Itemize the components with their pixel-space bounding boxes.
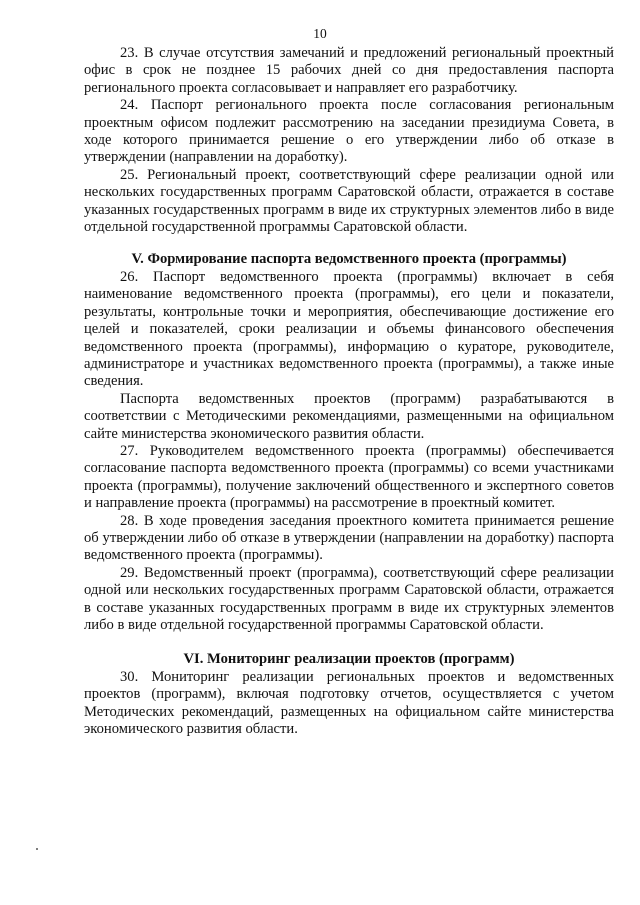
paragraph-26-note: Паспорта ведомственных проектов (программ) разрабатываются в соответствии с Методическими рекомендациями, размещенными на официальном сайте министерства экономического развития области. bbox=[84, 390, 614, 442]
paragraph-27: 27. Руководителем ведомственного проекта (программы) обеспечивается согласование паспорта ведомственного проекта (программы) со всеми участниками проекта (программы), получение заключений общественного и экспертного советов и направление проекта (программы) на рассмотрение в проектный комитет. bbox=[84, 442, 614, 512]
paragraph-25: 25. Региональный проект, соответствующий сфере реализации одной или нескольких государственных программ Саратовской области, отражается в составе указанных государственных программ в виде их структурных элементов либо в виде отдельной государственной программы Саратовской области. bbox=[84, 166, 614, 236]
section-5-heading: V. Формирование паспорта ведомственного проекта (программы) bbox=[131, 251, 567, 268]
document-body bbox=[84, 45, 614, 738]
paragraph-30: 30. Мониторинг реализации региональных проектов и ведомственных проектов (программ), включая подготовку отчетов, осуществляется с учетом Методических рекомендаций, размещенных на официальном сайте министерства экономического развития области. bbox=[84, 668, 614, 738]
paragraph-24: 24. Паспорт регионального проекта после согласования региональным проектным офисом подлежит рассмотрению на заседании президиума Совета, в ходе которого принимается решение о его утверждении либо об отказе в утверждении (направлении на доработку). bbox=[84, 97, 614, 166]
paragraph-26: 26. Паспорт ведомственного проекта (программы) включает в себя наименование ведомственного проекта (программы), его цели и показатели, результаты, контрольные точки и мероприятия, обеспечивающие достижение его целей и показателей, сроки реализации и объемы финансового обеспечения ведомственного проекта (программы), информацию о кураторе, руководителе, администраторе и участниках ведомственного проекта (программы), а также иные сведения. bbox=[84, 268, 614, 390]
paragraph-29: 29. Ведомственный проект (программа), соответствующий сфере реализации одной или нескольких государственных программ Саратовской области, отражается в составе указанных государственных программ в виде их структурных элементов либо в виде отдельной государственной программы Саратовской области. bbox=[84, 564, 614, 633]
page-number: 10 bbox=[313, 26, 327, 41]
scan-speck bbox=[36, 848, 38, 850]
section-6-heading: VI. Мониторинг реализации проектов (программ) bbox=[183, 651, 515, 668]
paragraph-28: 28. В ходе проведения заседания проектного комитета принимается решение об утверждении либо об отказе в утверждении (направлении на доработку) паспорта ведомственного проекта (программы). bbox=[84, 512, 614, 564]
paragraph-23: 23. В случае отсутствия замечаний и предложений региональный проектный офис в срок не позднее 15 рабочих дней со дня предоставления паспорта регионального проекта согласовывает и направляет его разработчику. bbox=[84, 45, 614, 96]
